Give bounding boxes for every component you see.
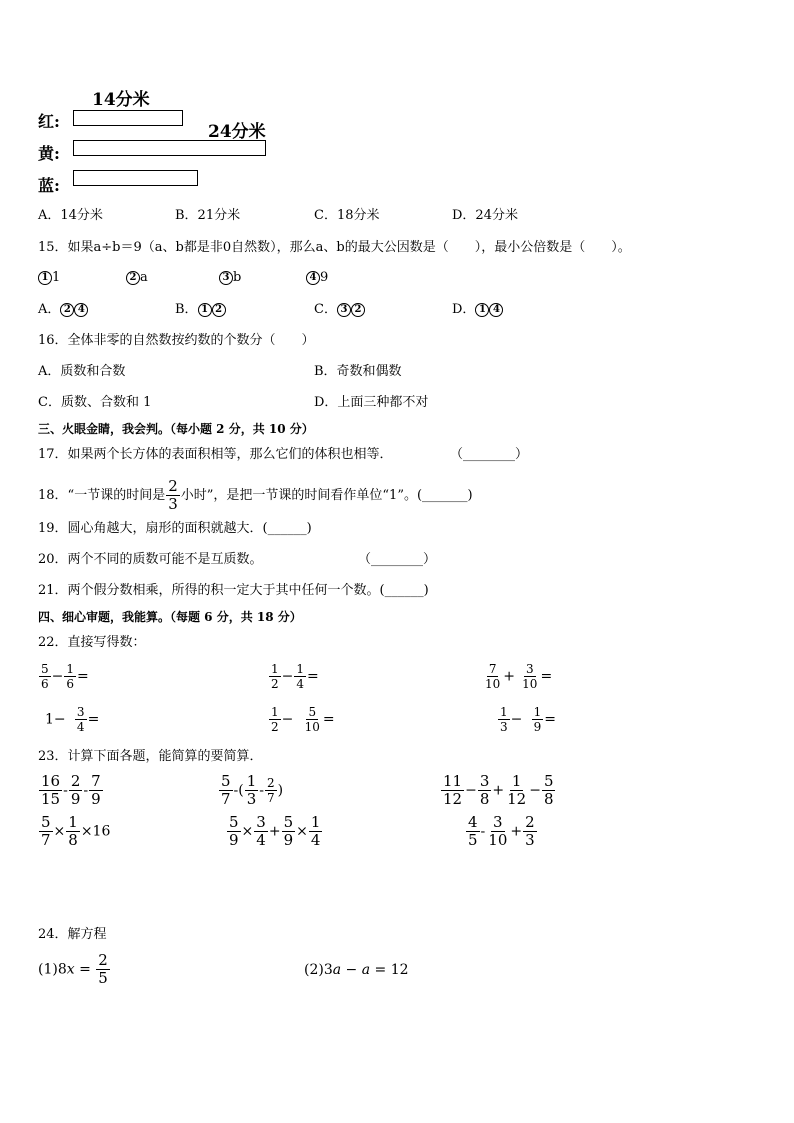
option-letter: B． — [175, 302, 198, 317]
equals: = — [307, 668, 319, 685]
numerator: 2 — [168, 477, 178, 495]
circled-number: 2 — [60, 303, 74, 317]
fraction — [498, 706, 510, 733]
q18-question — [38, 479, 473, 512]
numerator: 1 — [246, 772, 257, 790]
yellow-length-label: 24分米 — [208, 122, 266, 142]
fraction — [39, 815, 53, 848]
numerator: 2 — [267, 776, 275, 790]
numerator: 1 — [500, 705, 508, 719]
denominator: 4 — [256, 831, 266, 849]
numerator: 2 — [525, 813, 535, 831]
equals: = — [77, 668, 89, 685]
numerator: 1 — [68, 813, 78, 831]
q16-option-b: B．奇数和偶数 — [314, 364, 402, 379]
operator: − — [529, 782, 541, 799]
numerator: 3 — [256, 813, 266, 831]
fraction — [75, 706, 87, 733]
equals: = — [540, 668, 553, 685]
numerator: 5 — [283, 813, 294, 831]
operator: × — [296, 823, 308, 840]
q22-item-c — [482, 663, 552, 690]
q16-option-c: C．质数、合数和 1 — [38, 395, 152, 410]
q15-choice-1 — [38, 268, 60, 288]
fraction — [269, 663, 281, 690]
q16-option-d: D．上面三种都不对 — [314, 395, 429, 410]
fraction — [282, 815, 296, 848]
q22-item-d — [45, 706, 99, 733]
q22-item-b — [268, 663, 319, 690]
denominator: 12 — [443, 790, 463, 808]
section-3-heading: 三、火眼金睛，我会判。（每小题 2 分，共 10 分） — [38, 422, 314, 436]
fraction — [466, 815, 480, 848]
circled-number: 1 — [475, 303, 489, 317]
denominator: 2 — [271, 677, 279, 691]
equation-prefix: (2)3 — [304, 962, 333, 978]
denominator: 2 — [271, 720, 279, 734]
fraction — [39, 663, 51, 690]
q15-option-a — [38, 300, 88, 320]
equals: = — [74, 961, 96, 978]
numerator: 3 — [493, 813, 503, 831]
equation-prefix: (1)8 — [38, 961, 67, 978]
operator: + — [510, 823, 523, 840]
numerator: 5 — [221, 772, 231, 790]
option-letter: C． — [314, 302, 337, 317]
denominator: 10 — [304, 720, 320, 734]
denominator: 10 — [485, 677, 501, 691]
q15-choice-2 — [126, 268, 148, 288]
numerator: 1 — [533, 705, 542, 719]
operator: - — [233, 782, 239, 799]
equals: = — [544, 711, 557, 728]
blue-label: 蓝: — [38, 176, 60, 195]
denominator: 7 — [41, 831, 51, 849]
numerator: 11 — [443, 772, 463, 790]
denominator: 5 — [98, 969, 108, 987]
q22-item-f — [497, 706, 556, 733]
fraction — [303, 706, 322, 733]
circled-number: 3 — [219, 271, 233, 285]
fraction — [64, 663, 76, 690]
fraction — [245, 774, 259, 807]
denominator: 9 — [533, 720, 542, 734]
q15-option-b — [175, 300, 226, 320]
q23-item-c — [440, 774, 556, 807]
q19-question: 19．圆心角越大，扇形的面积就越大．(______) — [38, 521, 312, 536]
circled-number: 3 — [337, 303, 351, 317]
q24-equation-1 — [38, 953, 111, 986]
operator: ×16 — [80, 823, 111, 840]
q18-text-after: 小时”，是把一节课的时间看作单位“1”。(_______) — [180, 488, 473, 503]
numerator: 5 — [229, 813, 239, 831]
denominator: 6 — [41, 677, 49, 691]
q23-item-d — [38, 815, 110, 848]
q14-option-b: B．21分米 — [175, 208, 241, 223]
q17-question: 17．如果两个长方体的表面积相等，那么它们的体积也相等． — [38, 447, 393, 462]
denominator: 3 — [246, 790, 257, 808]
fraction — [483, 663, 502, 690]
operator: × — [241, 823, 254, 840]
numerator: 1 — [511, 772, 522, 790]
circled-number: 4 — [74, 303, 88, 317]
q22-heading: 22．直接写得数： — [38, 635, 146, 650]
denominator: 4 — [296, 677, 305, 691]
denominator: 15 — [41, 790, 61, 808]
yellow-bar — [73, 140, 266, 156]
denominator: 4 — [310, 831, 321, 849]
choice-text: a — [140, 270, 148, 285]
operator: − — [341, 962, 362, 978]
q20-question: 20．两个不同的质数可能不是互质数。 — [38, 552, 263, 567]
denominator: 3 — [525, 831, 535, 849]
option-letter: A． — [38, 302, 61, 317]
denominator: 6 — [66, 677, 75, 691]
q15-option-c — [314, 300, 365, 320]
numerator: 1 — [271, 705, 279, 719]
fraction — [166, 479, 180, 512]
denominator: 10 — [522, 677, 538, 691]
circled-number: 1 — [198, 303, 212, 317]
fraction — [486, 815, 509, 848]
yellow-label: 黄: — [38, 144, 60, 163]
q21-question: 21．两个假分数相乘，所得的积一定大于其中任何一个数。(______) — [38, 583, 429, 598]
fraction — [219, 774, 233, 807]
denominator: 8 — [543, 790, 554, 808]
fraction — [265, 777, 277, 804]
operator: − — [51, 668, 64, 685]
q20-answer-blank[interactable]: （________） — [358, 552, 437, 567]
red-bar — [73, 110, 183, 126]
q23-item-f — [465, 815, 538, 848]
whole-number: 1 — [45, 711, 54, 728]
operator: − — [281, 668, 294, 685]
q17-answer-blank[interactable]: （________） — [450, 447, 529, 462]
fraction — [254, 815, 268, 848]
numerator: 4 — [468, 813, 478, 831]
choice-text: b — [233, 270, 242, 285]
numerator: 3 — [479, 772, 490, 790]
option-letter: D． — [452, 302, 476, 317]
numerator: 1 — [271, 662, 279, 676]
denominator: 9 — [229, 831, 239, 849]
operator: − — [510, 711, 523, 728]
fraction — [269, 706, 281, 733]
fraction — [227, 815, 241, 848]
q15-option-d — [452, 300, 503, 320]
circled-number: 1 — [38, 271, 52, 285]
variable: x — [66, 961, 75, 978]
fraction — [309, 815, 323, 848]
right-paren: ) — [277, 782, 284, 799]
numerator: 1 — [66, 662, 75, 676]
q14-option-d: D．24分米 — [452, 208, 518, 223]
fraction — [89, 774, 103, 807]
q15-choice-3 — [219, 268, 241, 288]
red-label: 红: — [38, 112, 60, 131]
q24-heading: 24．解方程 — [38, 927, 107, 942]
q18-text-before: 18．“一节课的时间是 — [38, 488, 166, 503]
fraction — [39, 774, 62, 807]
circled-number: 2 — [126, 271, 140, 285]
fraction — [441, 774, 464, 807]
fraction — [96, 953, 110, 986]
variable: a — [332, 962, 342, 978]
q23-item-e — [226, 815, 323, 848]
blue-bar — [73, 170, 198, 186]
choice-text: 9 — [320, 270, 329, 285]
denominator: 8 — [479, 790, 490, 808]
q23-item-b — [218, 774, 283, 807]
numerator: 7 — [488, 662, 497, 676]
operator: − — [465, 782, 477, 799]
denominator: 10 — [488, 831, 508, 849]
operator: + — [503, 668, 516, 685]
denominator: 3 — [168, 495, 178, 513]
operator: × — [53, 823, 66, 840]
operator: - — [63, 782, 68, 799]
operator: − — [281, 711, 294, 728]
q15-choice-4 — [306, 268, 328, 288]
numerator: 1 — [296, 662, 305, 676]
denominator: 7 — [267, 791, 275, 805]
circled-number: 4 — [306, 271, 320, 285]
fraction — [66, 815, 80, 848]
operator: - — [259, 782, 265, 799]
q15-question: 15．如果a÷b＝9（a、b都是非0自然数），那么a、b的最大公因数是（ ），最小公倍数是（ ）。 — [38, 240, 631, 255]
fraction — [294, 663, 306, 690]
circled-number: 4 — [489, 303, 503, 317]
q14-option-a: A．14分米 — [38, 208, 103, 223]
q22-item-a — [38, 663, 89, 690]
numerator: 16 — [41, 772, 61, 790]
equals: = — [322, 711, 335, 728]
numerator: 5 — [308, 705, 317, 719]
circled-number: 2 — [212, 303, 226, 317]
variable: a — [361, 962, 371, 978]
numerator: 5 — [41, 662, 49, 676]
q16-option-a: A．质数和合数 — [38, 364, 126, 379]
section-4-heading: 四、细心审题，我能算。（每题 6 分，共 18 分） — [38, 610, 302, 624]
q23-item-a — [38, 774, 104, 807]
operator: + — [492, 782, 505, 799]
circled-number: 2 — [351, 303, 365, 317]
denominator: 9 — [91, 790, 101, 808]
denominator: 5 — [468, 831, 478, 849]
left-paren: ( — [238, 782, 244, 799]
q24-equation-2 — [304, 962, 409, 978]
denominator: 8 — [68, 831, 78, 849]
numerator: 7 — [91, 772, 101, 790]
q22-item-e — [268, 706, 335, 733]
operator: - — [480, 823, 486, 840]
numerator: 3 — [525, 662, 534, 676]
equation-rest: = 12 — [370, 962, 409, 978]
fraction — [542, 774, 556, 807]
denominator: 12 — [507, 790, 527, 808]
q23-heading: 23．计算下面各题，能简算的要简算． — [38, 749, 263, 764]
denominator: 9 — [283, 831, 294, 849]
fraction — [478, 774, 492, 807]
equals: = — [87, 711, 100, 728]
denominator: 9 — [70, 790, 81, 808]
numerator: 2 — [70, 772, 81, 790]
fraction — [69, 774, 83, 807]
numerator: 5 — [543, 772, 554, 790]
operator: - — [83, 782, 89, 799]
fraction — [532, 706, 544, 733]
operator: − — [53, 711, 66, 728]
numerator: 3 — [76, 705, 85, 719]
fraction — [523, 815, 537, 848]
numerator: 2 — [98, 951, 108, 969]
q16-question: 16．全体非零的自然数按约数的个数分（ ） — [38, 333, 315, 348]
numerator: 5 — [41, 813, 51, 831]
choice-text: 1 — [52, 270, 61, 285]
red-length-label: 14分米 — [92, 90, 150, 110]
fraction — [520, 663, 539, 690]
fraction — [505, 774, 528, 807]
numerator: 1 — [310, 813, 321, 831]
operator: + — [268, 823, 281, 840]
denominator: 7 — [221, 790, 231, 808]
q14-option-c: C．18分米 — [314, 208, 380, 223]
denominator: 4 — [76, 720, 85, 734]
denominator: 3 — [500, 720, 508, 734]
